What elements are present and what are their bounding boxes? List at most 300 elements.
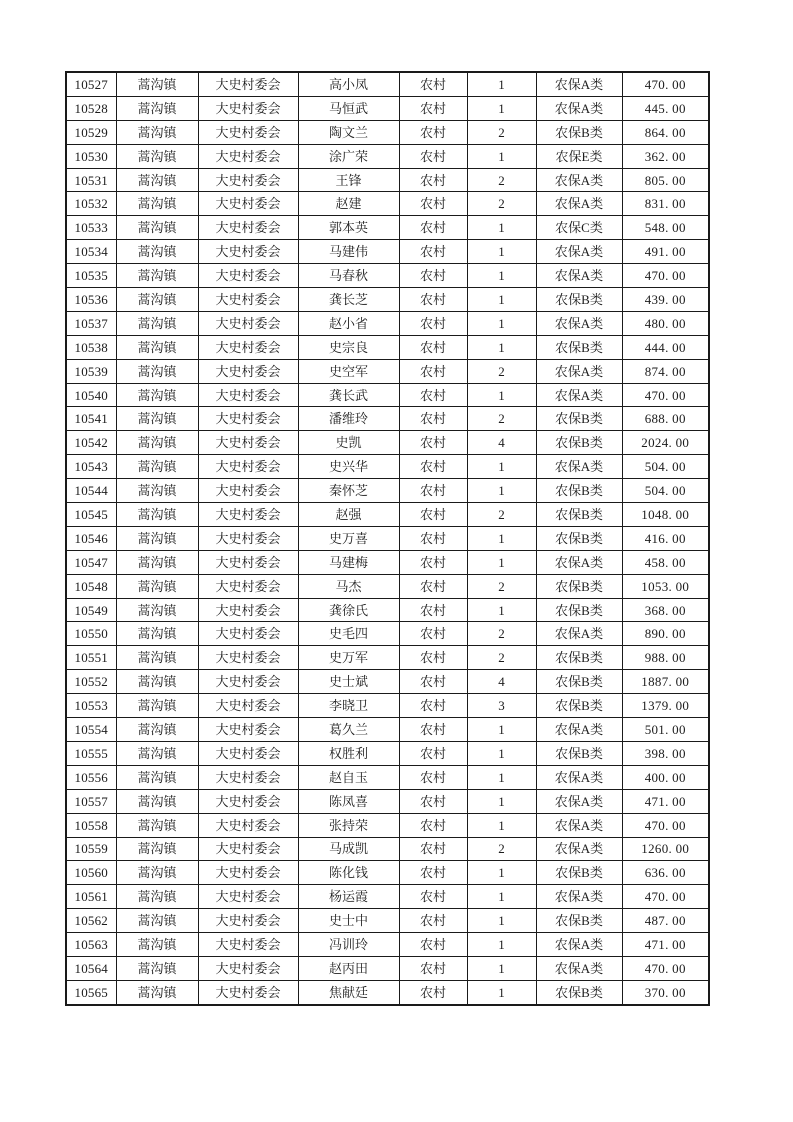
cell-record-id: 10565 [66, 980, 116, 1004]
cell-person-count: 1 [467, 598, 536, 622]
cell-residence-type: 农村 [399, 96, 467, 120]
table-row [66, 789, 709, 813]
cell-person-count: 4 [467, 670, 536, 694]
table-row [66, 598, 709, 622]
cell-town: 蒿沟镇 [116, 885, 198, 909]
cell-residence-type: 农村 [399, 144, 467, 168]
cell-person-name: 赵建 [298, 192, 399, 216]
table-row [66, 526, 709, 550]
cell-person-name: 史空军 [298, 359, 399, 383]
cell-insurance-category: 农保B类 [536, 694, 622, 718]
cell-record-id: 10564 [66, 956, 116, 980]
cell-residence-type: 农村 [399, 192, 467, 216]
cell-insurance-category: 农保A类 [536, 956, 622, 980]
cell-village-committee: 大史村委会 [198, 335, 298, 359]
cell-village-committee: 大史村委会 [198, 264, 298, 288]
cell-person-name: 潘维玲 [298, 407, 399, 431]
cell-person-count: 1 [467, 718, 536, 742]
cell-town: 蒿沟镇 [116, 526, 198, 550]
cell-person-count: 1 [467, 933, 536, 957]
table-row [66, 670, 709, 694]
cell-insurance-category: 农保A类 [536, 933, 622, 957]
cell-person-count: 1 [467, 479, 536, 503]
cell-person-count: 1 [467, 96, 536, 120]
cell-record-id: 10538 [66, 335, 116, 359]
cell-person-name: 马成凯 [298, 837, 399, 861]
cell-amount: 400. 00 [622, 765, 709, 789]
cell-person-name: 赵丙田 [298, 956, 399, 980]
cell-record-id: 10563 [66, 933, 116, 957]
cell-person-count: 1 [467, 264, 536, 288]
cell-town: 蒿沟镇 [116, 813, 198, 837]
cell-village-committee: 大史村委会 [198, 96, 298, 120]
cell-insurance-category: 农保E类 [536, 144, 622, 168]
cell-town: 蒿沟镇 [116, 192, 198, 216]
cell-record-id: 10540 [66, 383, 116, 407]
cell-insurance-category: 农保B类 [536, 120, 622, 144]
cell-record-id: 10531 [66, 168, 116, 192]
cell-insurance-category: 农保B类 [536, 574, 622, 598]
cell-person-name: 马恒武 [298, 96, 399, 120]
cell-town: 蒿沟镇 [116, 909, 198, 933]
cell-insurance-category: 农保B类 [536, 980, 622, 1004]
cell-person-name: 龚长武 [298, 383, 399, 407]
cell-residence-type: 农村 [399, 503, 467, 527]
cell-record-id: 10549 [66, 598, 116, 622]
table-row [66, 311, 709, 335]
cell-record-id: 10536 [66, 288, 116, 312]
cell-record-id: 10553 [66, 694, 116, 718]
cell-village-committee: 大史村委会 [198, 646, 298, 670]
cell-person-count: 2 [467, 407, 536, 431]
cell-insurance-category: 农保B类 [536, 526, 622, 550]
cell-amount: 444. 00 [622, 335, 709, 359]
cell-record-id: 10548 [66, 574, 116, 598]
cell-residence-type: 农村 [399, 216, 467, 240]
cell-village-committee: 大史村委会 [198, 885, 298, 909]
cell-person-count: 1 [467, 789, 536, 813]
cell-person-count: 1 [467, 335, 536, 359]
cell-village-committee: 大史村委会 [198, 741, 298, 765]
cell-record-id: 10528 [66, 96, 116, 120]
cell-person-name: 赵自玉 [298, 765, 399, 789]
cell-town: 蒿沟镇 [116, 359, 198, 383]
cell-village-committee: 大史村委会 [198, 120, 298, 144]
cell-town: 蒿沟镇 [116, 646, 198, 670]
cell-residence-type: 农村 [399, 718, 467, 742]
cell-person-name: 秦怀芝 [298, 479, 399, 503]
cell-person-name: 王锋 [298, 168, 399, 192]
table-row [66, 240, 709, 264]
cell-residence-type: 农村 [399, 837, 467, 861]
cell-person-count: 2 [467, 503, 536, 527]
table-row [66, 646, 709, 670]
cell-person-count: 1 [467, 72, 536, 96]
cell-amount: 504. 00 [622, 479, 709, 503]
cell-insurance-category: 农保B类 [536, 479, 622, 503]
cell-amount: 398. 00 [622, 741, 709, 765]
cell-town: 蒿沟镇 [116, 861, 198, 885]
cell-village-committee: 大史村委会 [198, 909, 298, 933]
cell-residence-type: 农村 [399, 741, 467, 765]
cell-village-committee: 大史村委会 [198, 813, 298, 837]
table-row [66, 550, 709, 574]
cell-amount: 416. 00 [622, 526, 709, 550]
table-row [66, 741, 709, 765]
cell-record-id: 10562 [66, 909, 116, 933]
cell-person-count: 2 [467, 574, 536, 598]
cell-residence-type: 农村 [399, 359, 467, 383]
cell-person-name: 陈化钱 [298, 861, 399, 885]
cell-insurance-category: 农保A类 [536, 168, 622, 192]
cell-residence-type: 农村 [399, 765, 467, 789]
cell-amount: 988. 00 [622, 646, 709, 670]
cell-person-name: 史兴华 [298, 455, 399, 479]
table-row [66, 813, 709, 837]
cell-record-id: 10555 [66, 741, 116, 765]
cell-record-id: 10537 [66, 311, 116, 335]
cell-person-count: 2 [467, 359, 536, 383]
cell-person-count: 1 [467, 383, 536, 407]
cell-town: 蒿沟镇 [116, 144, 198, 168]
cell-insurance-category: 农保A类 [536, 455, 622, 479]
cell-village-committee: 大史村委会 [198, 956, 298, 980]
cell-town: 蒿沟镇 [116, 264, 198, 288]
cell-person-count: 2 [467, 192, 536, 216]
cell-person-count: 1 [467, 741, 536, 765]
cell-person-name: 权胜利 [298, 741, 399, 765]
cell-person-count: 1 [467, 311, 536, 335]
table-row [66, 694, 709, 718]
cell-residence-type: 农村 [399, 646, 467, 670]
cell-village-committee: 大史村委会 [198, 622, 298, 646]
cell-residence-type: 农村 [399, 813, 467, 837]
cell-amount: 471. 00 [622, 789, 709, 813]
cell-town: 蒿沟镇 [116, 120, 198, 144]
cell-amount: 1048. 00 [622, 503, 709, 527]
cell-residence-type: 农村 [399, 980, 467, 1004]
cell-residence-type: 农村 [399, 240, 467, 264]
cell-insurance-category: 农保A类 [536, 240, 622, 264]
cell-person-count: 2 [467, 646, 536, 670]
cell-person-name: 高小凤 [298, 72, 399, 96]
table-row [66, 120, 709, 144]
cell-insurance-category: 农保A类 [536, 192, 622, 216]
cell-insurance-category: 农保A类 [536, 885, 622, 909]
cell-person-count: 1 [467, 909, 536, 933]
cell-record-id: 10561 [66, 885, 116, 909]
cell-village-committee: 大史村委会 [198, 598, 298, 622]
cell-residence-type: 农村 [399, 598, 467, 622]
cell-person-count: 2 [467, 622, 536, 646]
cell-amount: 1887. 00 [622, 670, 709, 694]
cell-person-name: 史凯 [298, 431, 399, 455]
cell-person-name: 赵强 [298, 503, 399, 527]
cell-town: 蒿沟镇 [116, 980, 198, 1004]
cell-record-id: 10532 [66, 192, 116, 216]
cell-amount: 890. 00 [622, 622, 709, 646]
cell-amount: 831. 00 [622, 192, 709, 216]
cell-village-committee: 大史村委会 [198, 503, 298, 527]
cell-town: 蒿沟镇 [116, 72, 198, 96]
cell-village-committee: 大史村委会 [198, 240, 298, 264]
table-row [66, 837, 709, 861]
cell-amount: 439. 00 [622, 288, 709, 312]
cell-amount: 688. 00 [622, 407, 709, 431]
cell-residence-type: 农村 [399, 288, 467, 312]
cell-person-count: 1 [467, 861, 536, 885]
cell-residence-type: 农村 [399, 311, 467, 335]
cell-town: 蒿沟镇 [116, 455, 198, 479]
cell-insurance-category: 农保B类 [536, 670, 622, 694]
cell-residence-type: 农村 [399, 694, 467, 718]
cell-insurance-category: 农保A类 [536, 359, 622, 383]
cell-village-committee: 大史村委会 [198, 479, 298, 503]
cell-residence-type: 农村 [399, 455, 467, 479]
cell-residence-type: 农村 [399, 909, 467, 933]
table-row [66, 885, 709, 909]
cell-amount: 470. 00 [622, 956, 709, 980]
cell-insurance-category: 农保B类 [536, 407, 622, 431]
cell-person-name: 冯训玲 [298, 933, 399, 957]
cell-amount: 487. 00 [622, 909, 709, 933]
cell-residence-type: 农村 [399, 933, 467, 957]
cell-village-committee: 大史村委会 [198, 789, 298, 813]
cell-insurance-category: 农保B类 [536, 909, 622, 933]
cell-record-id: 10551 [66, 646, 116, 670]
cell-amount: 471. 00 [622, 933, 709, 957]
cell-insurance-category: 农保B类 [536, 503, 622, 527]
cell-insurance-category: 农保A类 [536, 813, 622, 837]
cell-person-name: 焦献廷 [298, 980, 399, 1004]
cell-amount: 470. 00 [622, 264, 709, 288]
cell-residence-type: 农村 [399, 885, 467, 909]
cell-person-name: 史宗良 [298, 335, 399, 359]
cell-person-name: 史万喜 [298, 526, 399, 550]
table-row [66, 168, 709, 192]
table-row [66, 216, 709, 240]
cell-amount: 470. 00 [622, 72, 709, 96]
cell-village-committee: 大史村委会 [198, 694, 298, 718]
cell-person-count: 1 [467, 765, 536, 789]
cell-person-name: 马春秋 [298, 264, 399, 288]
cell-person-count: 2 [467, 837, 536, 861]
cell-amount: 504. 00 [622, 455, 709, 479]
table-row [66, 192, 709, 216]
cell-insurance-category: 农保B类 [536, 741, 622, 765]
cell-record-id: 10534 [66, 240, 116, 264]
table-row [66, 956, 709, 980]
cell-person-name: 李晓卫 [298, 694, 399, 718]
cell-insurance-category: 农保B类 [536, 861, 622, 885]
cell-village-committee: 大史村委会 [198, 168, 298, 192]
cell-amount: 362. 00 [622, 144, 709, 168]
cell-village-committee: 大史村委会 [198, 311, 298, 335]
cell-residence-type: 农村 [399, 264, 467, 288]
subsidy-roster-table-body [66, 72, 709, 1005]
cell-insurance-category: 农保A类 [536, 96, 622, 120]
cell-residence-type: 农村 [399, 335, 467, 359]
cell-record-id: 10544 [66, 479, 116, 503]
table-row [66, 622, 709, 646]
cell-residence-type: 农村 [399, 956, 467, 980]
cell-person-count: 1 [467, 240, 536, 264]
cell-person-count: 2 [467, 168, 536, 192]
cell-person-count: 1 [467, 980, 536, 1004]
cell-record-id: 10529 [66, 120, 116, 144]
cell-insurance-category: 农保B类 [536, 646, 622, 670]
cell-town: 蒿沟镇 [116, 718, 198, 742]
cell-town: 蒿沟镇 [116, 550, 198, 574]
cell-person-name: 涂广荣 [298, 144, 399, 168]
cell-insurance-category: 农保A类 [536, 718, 622, 742]
cell-record-id: 10556 [66, 765, 116, 789]
cell-residence-type: 农村 [399, 574, 467, 598]
cell-person-count: 1 [467, 216, 536, 240]
cell-record-id: 10527 [66, 72, 116, 96]
cell-insurance-category: 农保A类 [536, 264, 622, 288]
cell-town: 蒿沟镇 [116, 598, 198, 622]
cell-village-committee: 大史村委会 [198, 861, 298, 885]
cell-town: 蒿沟镇 [116, 216, 198, 240]
cell-insurance-category: 农保B类 [536, 335, 622, 359]
cell-town: 蒿沟镇 [116, 311, 198, 335]
cell-amount: 470. 00 [622, 885, 709, 909]
cell-residence-type: 农村 [399, 550, 467, 574]
cell-village-committee: 大史村委会 [198, 407, 298, 431]
cell-insurance-category: 农保A类 [536, 383, 622, 407]
cell-residence-type: 农村 [399, 789, 467, 813]
cell-record-id: 10542 [66, 431, 116, 455]
cell-record-id: 10559 [66, 837, 116, 861]
cell-insurance-category: 农保B类 [536, 288, 622, 312]
cell-town: 蒿沟镇 [116, 765, 198, 789]
cell-person-count: 1 [467, 526, 536, 550]
cell-village-committee: 大史村委会 [198, 192, 298, 216]
cell-residence-type: 农村 [399, 120, 467, 144]
cell-residence-type: 农村 [399, 526, 467, 550]
cell-amount: 1379. 00 [622, 694, 709, 718]
table-row [66, 765, 709, 789]
cell-village-committee: 大史村委会 [198, 670, 298, 694]
table-row [66, 909, 709, 933]
cell-village-committee: 大史村委会 [198, 455, 298, 479]
cell-person-name: 史万军 [298, 646, 399, 670]
cell-amount: 470. 00 [622, 383, 709, 407]
cell-person-name: 马建伟 [298, 240, 399, 264]
cell-person-name: 赵小省 [298, 311, 399, 335]
cell-amount: 2024. 00 [622, 431, 709, 455]
cell-amount: 491. 00 [622, 240, 709, 264]
cell-amount: 636. 00 [622, 861, 709, 885]
cell-residence-type: 农村 [399, 861, 467, 885]
cell-village-committee: 大史村委会 [198, 144, 298, 168]
cell-record-id: 10546 [66, 526, 116, 550]
cell-record-id: 10535 [66, 264, 116, 288]
cell-person-count: 1 [467, 813, 536, 837]
cell-insurance-category: 农保A类 [536, 72, 622, 96]
cell-town: 蒿沟镇 [116, 933, 198, 957]
table-row [66, 933, 709, 957]
table-row [66, 288, 709, 312]
cell-insurance-category: 农保B类 [536, 431, 622, 455]
cell-insurance-category: 农保A类 [536, 765, 622, 789]
cell-person-name: 葛久兰 [298, 718, 399, 742]
cell-town: 蒿沟镇 [116, 956, 198, 980]
cell-residence-type: 农村 [399, 72, 467, 96]
cell-person-count: 1 [467, 455, 536, 479]
cell-town: 蒿沟镇 [116, 407, 198, 431]
cell-village-committee: 大史村委会 [198, 718, 298, 742]
cell-person-count: 3 [467, 694, 536, 718]
cell-insurance-category: 农保A类 [536, 311, 622, 335]
cell-town: 蒿沟镇 [116, 574, 198, 598]
cell-amount: 458. 00 [622, 550, 709, 574]
cell-amount: 368. 00 [622, 598, 709, 622]
cell-record-id: 10552 [66, 670, 116, 694]
cell-town: 蒿沟镇 [116, 837, 198, 861]
cell-town: 蒿沟镇 [116, 741, 198, 765]
cell-record-id: 10539 [66, 359, 116, 383]
cell-record-id: 10533 [66, 216, 116, 240]
cell-insurance-category: 农保B类 [536, 598, 622, 622]
cell-amount: 370. 00 [622, 980, 709, 1004]
cell-village-committee: 大史村委会 [198, 933, 298, 957]
cell-record-id: 10543 [66, 455, 116, 479]
cell-town: 蒿沟镇 [116, 670, 198, 694]
cell-amount: 1053. 00 [622, 574, 709, 598]
cell-person-name: 龚长芝 [298, 288, 399, 312]
cell-village-committee: 大史村委会 [198, 288, 298, 312]
table-row [66, 144, 709, 168]
table-row [66, 479, 709, 503]
cell-amount: 874. 00 [622, 359, 709, 383]
cell-town: 蒿沟镇 [116, 622, 198, 646]
cell-amount: 864. 00 [622, 120, 709, 144]
cell-residence-type: 农村 [399, 670, 467, 694]
table-row [66, 503, 709, 527]
cell-residence-type: 农村 [399, 383, 467, 407]
cell-village-committee: 大史村委会 [198, 765, 298, 789]
cell-residence-type: 农村 [399, 431, 467, 455]
cell-person-name: 张持荣 [298, 813, 399, 837]
cell-insurance-category: 农保A类 [536, 837, 622, 861]
table-row [66, 96, 709, 120]
cell-village-committee: 大史村委会 [198, 216, 298, 240]
table-row [66, 718, 709, 742]
cell-town: 蒿沟镇 [116, 383, 198, 407]
cell-town: 蒿沟镇 [116, 694, 198, 718]
table-row [66, 383, 709, 407]
cell-person-count: 2 [467, 120, 536, 144]
cell-record-id: 10547 [66, 550, 116, 574]
cell-village-committee: 大史村委会 [198, 837, 298, 861]
cell-insurance-category: 农保A类 [536, 622, 622, 646]
cell-amount: 1260. 00 [622, 837, 709, 861]
cell-record-id: 10560 [66, 861, 116, 885]
table-row [66, 455, 709, 479]
cell-insurance-category: 农保A类 [536, 550, 622, 574]
cell-village-committee: 大史村委会 [198, 526, 298, 550]
cell-amount: 480. 00 [622, 311, 709, 335]
table-row [66, 72, 709, 96]
cell-village-committee: 大史村委会 [198, 574, 298, 598]
cell-town: 蒿沟镇 [116, 96, 198, 120]
cell-record-id: 10545 [66, 503, 116, 527]
cell-residence-type: 农村 [399, 622, 467, 646]
cell-town: 蒿沟镇 [116, 503, 198, 527]
table-row [66, 431, 709, 455]
